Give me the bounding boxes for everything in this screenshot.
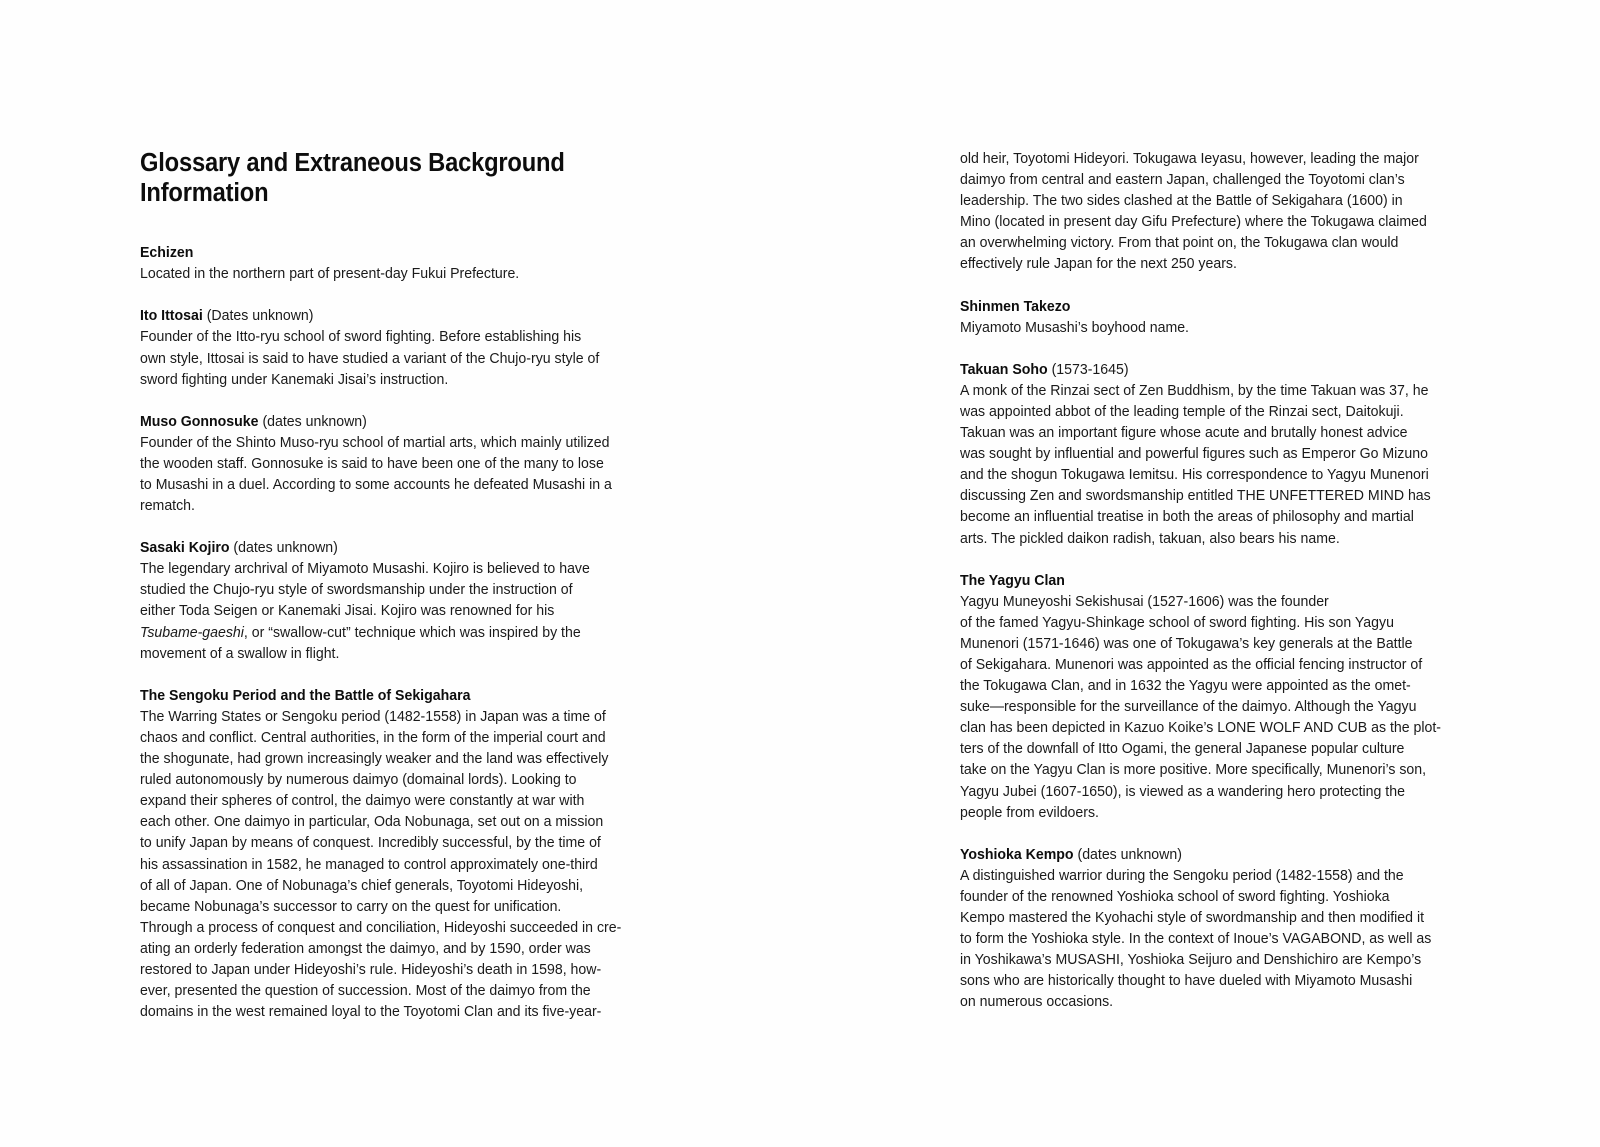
- body-line: own style, Ittosai is said to have studied a variant of the Chujo-ryu style of: [140, 349, 600, 367]
- body-line: sword fighting under Kanemaki Jisai’s instruction.: [140, 370, 449, 388]
- body-line: daimyo from central and eastern Japan, challenged the Toyotomi clan’s: [960, 171, 1405, 189]
- left-column: [140, 148, 622, 1022]
- entry-term-name: Shinmen Takezo: [960, 297, 1071, 315]
- body-line: to unify Japan by means of conquest. Incredibly successful, by the time of: [140, 834, 601, 852]
- entry-term-dates: (dates unknown): [233, 539, 338, 557]
- body-line: become an influential treatise in both the areas of philosophy and martial: [960, 508, 1414, 526]
- page-title-line-1: Glossary and Extraneous Background: [140, 149, 565, 177]
- body-line: each other. One daimyo in particular, Oda Nobunaga, set out on a mission: [140, 813, 604, 831]
- body-line: A monk of the Rinzai sect of Zen Buddhism, by the time Takuan was 37, he: [960, 381, 1429, 399]
- body-line: domains in the west remained loyal to the Toyotomi Clan and its five-year-: [140, 1003, 602, 1021]
- body-line: Miyamoto Musashi’s boyhood name.: [960, 318, 1189, 336]
- body-line: was sought by influential and powerful figures such as Emperor Go Mizuno: [960, 445, 1428, 463]
- entry-term-name: Sasaki Kojiro: [140, 539, 230, 557]
- entry-term: [960, 359, 1377, 380]
- entry-term: [140, 242, 560, 263]
- body-line-italic: [140, 622, 592, 643]
- glossary-entry-shinmen-takezo: [960, 296, 1408, 338]
- entry-body: [960, 591, 1441, 823]
- entry-term: [140, 305, 560, 326]
- body-line: either Toda Seigen or Kanemaki Jisai. Kojiro was renowned for his: [140, 602, 555, 620]
- body-line: Yagyu Muneyoshi Sekishusai (1527-1606) was the founder: [960, 592, 1329, 610]
- body-line: Through a process of conquest and conciliation, Hideyoshi succeeded in cre-: [140, 918, 622, 936]
- body-line: Mino (located in present day Gifu Prefecture) where the Tokugawa claimed: [960, 213, 1427, 231]
- glossary-entry-yagyu-clan: [960, 570, 1441, 823]
- entry-term-name: Muso Gonnosuke: [140, 412, 259, 430]
- body-line: the shogunate, had grown increasingly weaker and the land was effectively: [140, 750, 609, 768]
- body-line: was appointed abbot of the leading temple of the Rinzai sect, Daitokuji.: [960, 402, 1404, 420]
- entry-body: [960, 865, 1432, 1013]
- body-line: movement of a swallow in flight.: [140, 644, 340, 662]
- body-line: arts. The pickled daikon radish, takuan, also bears his name.: [960, 529, 1340, 547]
- entry-term: [140, 537, 560, 558]
- body-line: chaos and conflict. Central authorities, in the form of the imperial court and: [140, 728, 606, 746]
- entry-term-dates: (dates unknown): [262, 412, 367, 430]
- entry-term: [960, 296, 1377, 317]
- body-line: people from evildoers.: [960, 803, 1099, 821]
- page-title-line-2: Information: [140, 179, 269, 208]
- glossary-entry-echizen: [140, 242, 592, 284]
- body-line: Yagyu Jubei (1607-1650), is viewed as a wandering hero protecting the: [960, 782, 1405, 800]
- entry-term-name: The Yagyu Clan: [960, 571, 1065, 589]
- body-line: effectively rule Japan for the next 250 years.: [960, 255, 1237, 273]
- continued-paragraph: [960, 148, 1427, 275]
- body-line: restored to Japan under Hideyoshi’s rule. Hideyoshi’s death in 1598, how-: [140, 960, 602, 978]
- body-line: sons who are historically thought to have dueled with Miyamoto Musashi: [960, 972, 1413, 990]
- body-line: ruled autonomously by numerous daimyo (domainal lords). Looking to: [140, 771, 577, 789]
- page-title: [140, 148, 565, 208]
- body-line: Kempo mastered the Kyohachi style of swordmanship and then modified it: [960, 909, 1425, 926]
- entry-term: [140, 685, 560, 706]
- body-line: rematch.: [140, 497, 195, 515]
- body-line: in Yoshikawa’s MUSASHI, Yoshioka Seijuro and Denshichiro are Kempo’s: [960, 951, 1422, 969]
- entry-term-dates: (dates unknown): [1077, 845, 1182, 863]
- entry-term-name: The Sengoku Period and the Battle of Sekigahara: [140, 686, 471, 704]
- body-line: to form the Yoshioka style. In the context of Inoue’s VAGABOND, as well as: [960, 930, 1432, 948]
- body-line: ating an orderly federation amongst the daimyo, and by 1590, order was: [140, 939, 591, 957]
- entry-term: [960, 570, 1377, 591]
- body-line: The Warring States or Sengoku period (1482-1558) in Japan was a time of: [140, 707, 606, 725]
- body-line: discussing Zen and swordsmanship entitled THE UNFETTERED MIND has: [960, 487, 1431, 505]
- entry-body: [140, 558, 592, 663]
- body-line: Munenori (1571-1646) was one of Tokugawa’s key generals at the Battle: [960, 634, 1413, 652]
- italic-term: Tsubame-gaeshi: [140, 623, 244, 641]
- body-line: Founder of the Itto-ryu school of sword fighting. Before establishing his: [140, 328, 582, 346]
- body-line: Founder of the Shinto Muso-ryu school of martial arts, which mainly utilized: [140, 433, 610, 451]
- body-line: of Sekigahara. Munenori was appointed as the official fencing instructor of: [960, 655, 1423, 673]
- body-line: ters of the downfall of Itto Ogami, the general Japanese popular culture: [960, 740, 1405, 758]
- body-line: of all of Japan. One of Nobunaga’s chief generals, Toyotomi Hideyoshi,: [140, 876, 584, 894]
- body-line: his assassination in 1582, he managed to control approximately one-third: [140, 855, 598, 873]
- entry-body: [960, 317, 1408, 338]
- body-line: A distinguished warrior during the Sengoku period (1482-1558) and the: [960, 866, 1404, 884]
- body-line: leadership. The two sides clashed at the Battle of Sekigahara (1600) in: [960, 192, 1403, 210]
- body-line: take on the Yagyu Clan is more positive. More specifically, Munenori’s son,: [960, 761, 1427, 779]
- glossary-entry-sasaki-kojiro: [140, 537, 592, 664]
- entry-term-name: Takuan Soho: [960, 360, 1048, 378]
- body-line: of the famed Yagyu-Shinkage school of sword fighting. His son Yagyu: [960, 613, 1394, 631]
- body-line: clan has been depicted in Kazuo Koike’s LONE WOLF AND CUB as the plot-: [960, 719, 1441, 737]
- entry-body: [140, 432, 612, 516]
- entry-term: [140, 411, 560, 432]
- glossary-entry-sengoku-period: [140, 685, 622, 1023]
- body-line: expand their spheres of control, the daimyo were constantly at war with: [140, 792, 585, 810]
- body-line: old heir, Toyotomi Hideyori. Tokugawa Ieyasu, however, leading the major: [960, 150, 1419, 167]
- entry-term: [960, 844, 1377, 865]
- body-line: and the shogun Tokugawa Iemitsu. His correspondence to Yagyu Munenori: [960, 466, 1429, 484]
- body-line: on numerous occasions.: [960, 993, 1114, 1011]
- body-line: to Musashi in a duel. According to some accounts he defeated Musashi in a: [140, 476, 612, 493]
- entry-body: [140, 263, 592, 284]
- entry-body: [960, 148, 1427, 275]
- glossary-entry-takuan-soho: [960, 359, 1431, 549]
- body-line: Located in the northern part of present-day Fukui Prefecture.: [140, 265, 520, 283]
- body-line: the Tokugawa Clan, and in 1632 the Yagyu were appointed as the omet-: [960, 677, 1411, 695]
- entry-term-name: Ito Ittosai: [140, 307, 203, 325]
- entry-body: [140, 706, 622, 1022]
- glossary-entry-ito-ittosai: [140, 305, 600, 389]
- body-line: studied the Chujo-ryu style of swordsmanship under the instruction of: [140, 581, 573, 599]
- entry-term-dates: (1573-1645): [1051, 360, 1129, 378]
- entry-term-name: Echizen: [140, 244, 194, 262]
- right-column: [960, 148, 1441, 1012]
- body-line: became Nobunaga’s successor to carry on the quest for unification.: [140, 897, 562, 915]
- glossary-entry-yoshioka-kempo: [960, 844, 1432, 1013]
- body-line: an overwhelming victory. From that point on, the Tokugawa clan would: [960, 234, 1399, 252]
- glossary-entry-muso-gonnosuke: [140, 411, 612, 516]
- body-line: the wooden staff. Gonnosuke is said to have been one of the many to lose: [140, 454, 604, 472]
- body-line: The legendary archrival of Miyamoto Musashi. Kojiro is believed to have: [140, 560, 590, 578]
- body-line: suke—responsible for the surveillance of the daimyo. Although the Yagyu: [960, 698, 1417, 716]
- body-line: ever, presented the question of succession. Most of the daimyo from the: [140, 982, 591, 1000]
- entry-body: [960, 380, 1431, 549]
- body-line: Takuan was an important figure whose acute and brutally honest advice: [960, 424, 1408, 442]
- entry-body: [140, 326, 600, 389]
- entry-term-name: Yoshioka Kempo: [960, 845, 1074, 863]
- italic-line-rest: , or “swallow-cut” technique which was inspired by the: [243, 623, 581, 641]
- entry-term-dates: (Dates unknown): [206, 307, 314, 325]
- body-line: founder of the renowned Yoshioka school of sword fighting. Yoshioka: [960, 887, 1390, 905]
